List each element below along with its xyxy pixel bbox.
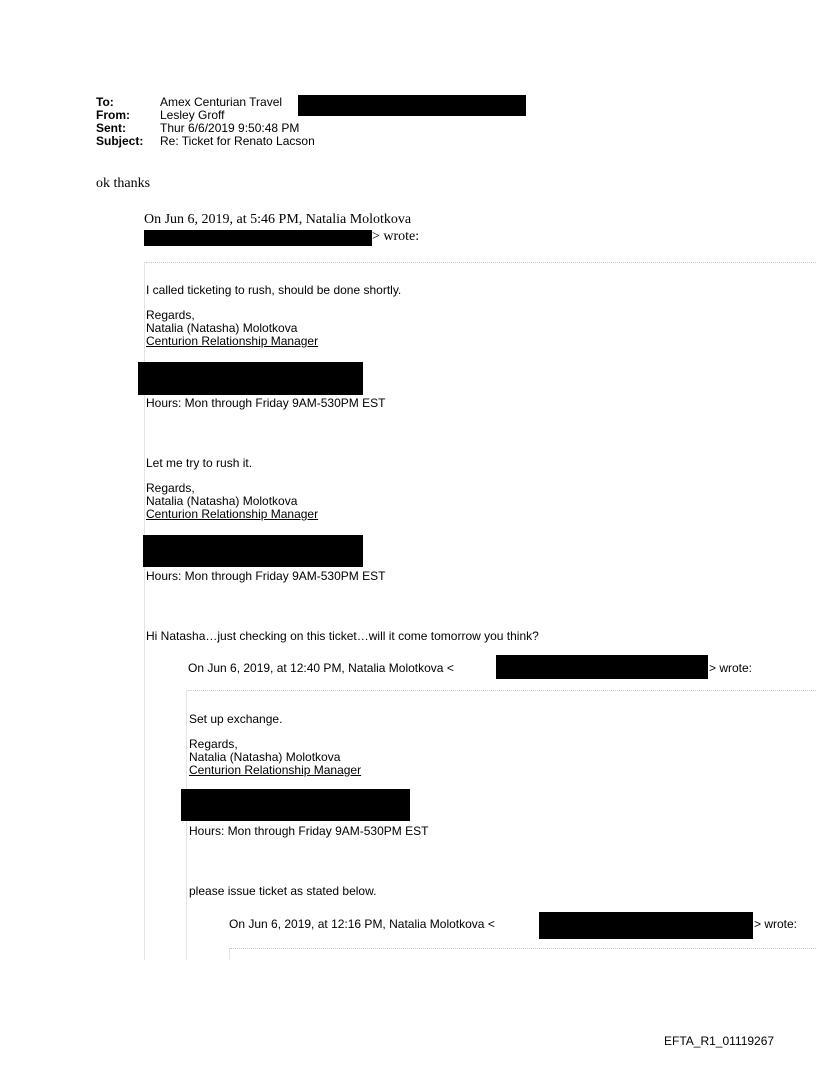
redaction-box <box>298 95 526 116</box>
quote-border-top <box>230 948 816 949</box>
redaction-box <box>143 535 363 567</box>
message-line: Set up exchange. <box>189 712 283 726</box>
sent-value: Thur 6/6/2019 9:50:48 PM <box>160 121 300 135</box>
regards-text: Regards, <box>189 737 238 751</box>
to-value: Amex Centurian Travel <box>160 95 283 109</box>
signature-name: Natalia (Natasha) Molotkova <box>146 494 298 508</box>
message-block <box>146 284 401 348</box>
body-text: ok thanks <box>96 176 151 191</box>
redaction-box <box>144 230 372 246</box>
sent-label: Sent: <box>96 121 126 135</box>
redaction-box <box>181 789 410 821</box>
quote-intro: On Jun 6, 2019, at 12:40 PM, Natalia Molotkova < <box>188 661 454 675</box>
quote-intro: On Jun 6, 2019, at 5:46 PM, Natalia Molotkova <box>144 212 412 227</box>
regards-text: Regards, <box>146 481 195 495</box>
quote-border-top <box>146 262 816 263</box>
quote-intro: On Jun 6, 2019, at 12:16 PM, Natalia Molotkova < <box>229 917 495 931</box>
quote-intro-end: > wrote: <box>754 917 798 931</box>
quote-border-left <box>229 948 230 960</box>
bates-number: EFTA_R1_01119267 <box>664 1034 775 1048</box>
subject-label: Subject: <box>96 134 144 148</box>
subject-row <box>96 135 315 148</box>
quote-border-top <box>188 690 816 691</box>
message-block <box>189 713 361 777</box>
message-line: I called ticketing to rush, should be done shortly. <box>146 283 402 297</box>
redaction-box <box>138 362 363 395</box>
redaction-box <box>539 912 753 939</box>
hours-text: Hours: Mon through Friday 9AM-530PM EST <box>146 569 386 583</box>
hours-text: Hours: Mon through Friday 9AM-530PM EST <box>189 824 429 838</box>
to-label: To: <box>96 95 114 109</box>
from-value: Lesley Groff <box>160 108 225 122</box>
redaction-box <box>496 655 708 679</box>
signature-name: Natalia (Natasha) Molotkova <box>146 321 298 335</box>
from-label: From: <box>96 108 130 122</box>
message-line: Let me try to rush it. <box>146 456 253 470</box>
message-block <box>146 457 318 521</box>
regards-text: Regards, <box>146 308 195 322</box>
message-line: please issue ticket as stated below. <box>189 884 377 898</box>
signature-title: Centurion Relationship Manager <box>189 763 362 777</box>
signature-name: Natalia (Natasha) Molotkova <box>189 750 341 764</box>
email-header <box>96 96 315 148</box>
signature-title: Centurion Relationship Manager <box>146 507 319 521</box>
quote-intro-end: > wrote: <box>709 661 753 675</box>
subject-value: Re: Ticket for Renato Lacson <box>160 134 315 148</box>
quote-border-left <box>186 690 187 960</box>
quote-intro-end: > wrote: <box>372 229 420 244</box>
hours-text: Hours: Mon through Friday 9AM-530PM EST <box>146 396 386 410</box>
signature-title: Centurion Relationship Manager <box>146 334 319 348</box>
message-line: Hi Natasha…just checking on this ticket…will it come tomorrow you think? <box>146 629 539 643</box>
